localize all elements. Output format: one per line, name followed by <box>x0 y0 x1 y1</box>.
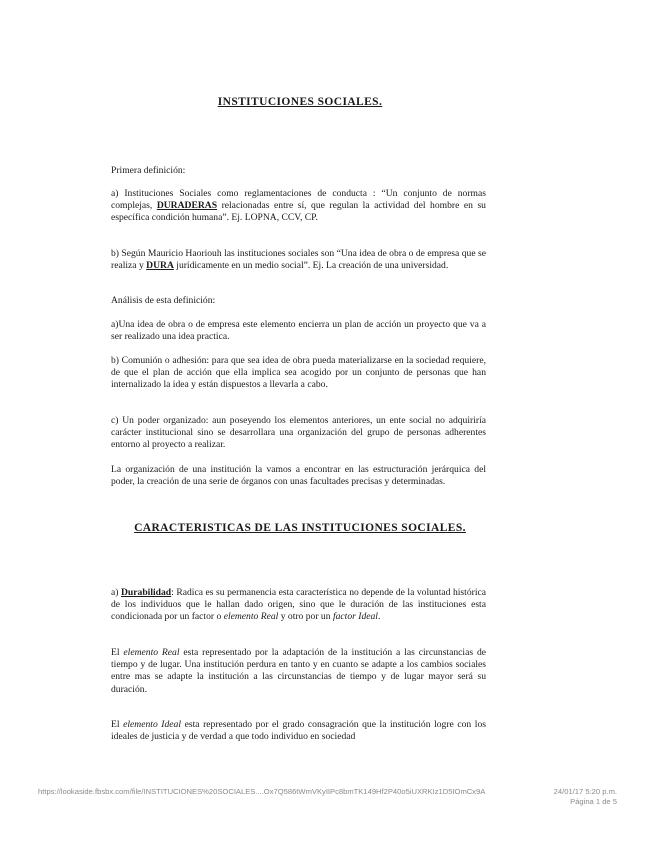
paragraph-durabilidad <box>111 587 486 624</box>
ideal-prefix: El <box>111 719 124 730</box>
real-prefix: El <box>111 647 124 658</box>
paragraph-elemento-real <box>111 647 486 696</box>
analisis-label: Análisis de esta definición: <box>111 295 216 306</box>
ideal-italic: elemento Ideal <box>123 719 182 730</box>
footer-date-page <box>554 787 617 807</box>
durabilidad-italic-ideal: factor Ideal <box>332 611 378 623</box>
paragraph-c: c) Un poder organizado: aun poseyendo los elementos anteriores, un ente social no adquiriría carácter institucional sino se desarrollara una organización del grupo de personas adherentes entorno al proyecto a realizar. <box>111 415 486 451</box>
document-title: INSTITUCIONES SOCIALES. <box>217 96 383 108</box>
paragraph-b-bold: DURA <box>146 260 174 272</box>
durabilidad-prefix: a) <box>111 587 121 598</box>
durabilidad-text: : Radica es su permanencia esta característica no depende de la voluntad histórica de los individuos que le hallan dado origen, sino que le duración de las instituciones esta condicionada por un factor o <box>111 587 486 623</box>
section-heading: CARACTERISTICAS DE LAS INSTITUCIONES SOCIALES. <box>134 522 466 534</box>
paragraph-a <box>111 188 486 225</box>
paragraph-organizacion: La organización de una institución la vamos a encontrar en las estructuración jerárquica del poder, la creación de una serie de órganos con unas facultades precisas y determinadas. <box>111 464 486 488</box>
footer-url: https://lookaside.fbsbx.com/file/INSTITUCIONES%20SOCIALES....Ox7Q586tWmVKyIIPc8bmTK149Hf2P40o5iUXRKIz1D5IOmCx9A <box>38 787 486 796</box>
paragraph-elemento-ideal <box>111 719 486 743</box>
footer-page-number: Página 1 de 5 <box>570 797 617 806</box>
paragraph-b-text: b) Según Mauricio Haoriouh las instituciones sociales son “Una idea de obra o de empresa que se realiza y <box>111 248 486 272</box>
paragraph-a-bold: DURADERAS <box>156 200 218 212</box>
paragraph-b2: b) Comunión o adhesión: para que sea idea de obra pueda materializarse en la sociedad requiere, de que el plan de acción que ella implica sea acogido por un conjunto de personas que han internalizado la idea y están dispuestos a llevarla a cabo. <box>111 355 486 391</box>
primera-definicion-label: Primera definición: <box>111 165 186 176</box>
paragraph-b-text-end: jurídicamente en un medio social”. Ej. La creación de una universidad. <box>173 260 449 272</box>
ideal-text: esta representado por el grado consagración que la institución logre con los ideales de justicia y de verdad a que todo individuo en sociedad <box>111 719 486 743</box>
paragraph-a-text: a) Instituciones Sociales como reglamentaciones de conducta : “Un conjunto de normas complejas, <box>111 188 486 212</box>
footer-datetime: 24/01/17 5:20 p.m. <box>553 787 617 796</box>
paragraph-a2: a)Una idea de obra o de empresa este elemento encierra un plan de acción un proyecto que va a ser realizado una idea practica. <box>111 319 486 343</box>
real-italic: elemento Real <box>123 647 180 658</box>
durabilidad-text-mid: y otro por un <box>278 611 333 623</box>
paragraph-a-text-end: relacionadas entre sí, que regulan la actividad del hombre en su específica condición humana”. Ej. LOPNA, CCV, CP. <box>111 200 486 224</box>
durabilidad-italic-real: elemento Real <box>223 611 279 623</box>
paragraph-b <box>111 248 486 272</box>
durabilidad-term: Durabilidad <box>121 587 172 598</box>
real-text: esta representado por la adaptación de la institución a las circunstancias de tiempo y de lugar. Una institución perdura en tanto y en cuanto se adapte a los cambios sociales entre mas se adapte la institución a las circunstancias de tiempo y de lugar mayor será su duración. <box>111 647 486 695</box>
durabilidad-text-end: . <box>377 611 381 623</box>
